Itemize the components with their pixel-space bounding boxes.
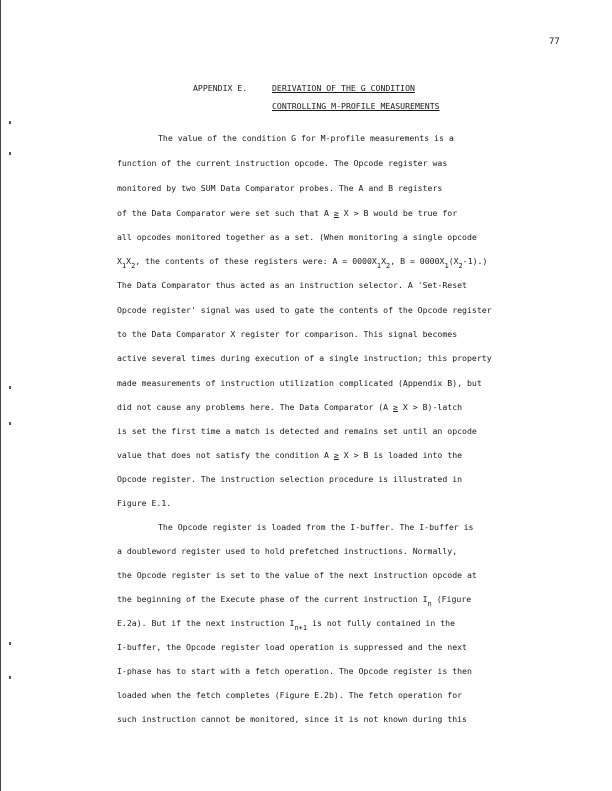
- scan-mark: [9, 642, 11, 645]
- p2-line-1: The Opcode register is loaded from the I-buffer. The I-buffer is: [158, 522, 474, 532]
- p2-line-3: the Opcode register is set to the value of the next instruction opcode at: [117, 570, 477, 580]
- p1-line-13: is set the first time a match is detected and remains set until an opcode: [117, 426, 477, 436]
- p2-line-7: I-phase has to start with a fetch operation. The Opcode register is then: [117, 666, 472, 676]
- p1-line-6: $X_1X_2$, the contents of these registers were: $A = 0000X_1X_2$, $B = 0000X_1(X_2-1)$.): [117, 256, 488, 270]
- scan-mark: [9, 152, 11, 155]
- p1-line-10: active several times during execution of a single instruction; this property: [117, 353, 492, 363]
- p1-line-15: Opcode register. The instruction selection procedure is illustrated in: [117, 474, 463, 484]
- p2-line-9: such instruction cannot be monitored, since it is not known during this: [117, 714, 467, 724]
- p1-line-14: value that does not satisfy the condition A ≥ X > B is loaded into the: [117, 450, 463, 460]
- p1-line-9: to the Data Comparator X register for comparison. This signal becomes: [117, 329, 458, 339]
- scan-mark: [9, 676, 11, 679]
- p1-line-11: made measurements of instruction utilization complicated (Appendix B), but: [117, 378, 482, 388]
- appendix-title-line1: DERIVATION OF THE G CONDITION: [272, 83, 415, 93]
- p1-line-8: Opcode register' signal was used to gate the contents of the Opcode register: [117, 305, 492, 315]
- appendix-label: APPENDIX E.: [193, 83, 248, 93]
- p1-line-3: monitored by two SUM Data Comparator probes. The A and B registers: [117, 183, 443, 193]
- page-number: 77: [549, 37, 560, 47]
- scan-mark: [9, 121, 11, 124]
- p2-line-4: the beginning of the Execute phase of the current instruction $I_n$ (Figure: [117, 594, 472, 608]
- p2-line-6: I-buffer, the Opcode register load operation is suppressed and the next: [117, 642, 467, 652]
- p1-line-12: did not cause any problems here. The Data Comparator (A ≥ X > B)-latch: [117, 402, 463, 412]
- p1-line-5: all opcodes monitored together as a set. (When monitoring a single opcode: [117, 232, 477, 242]
- scan-mark: [9, 422, 11, 425]
- p1-line-7: The Data Comparator thus acted as an instruction selector. A 'Set-Reset: [117, 280, 467, 290]
- appendix-title-line2: CONTROLLING M-PROFILE MEASUREMENTS: [272, 101, 440, 111]
- scan-mark: [9, 386, 11, 389]
- p1-line-1: The value of the condition G for M-profile measurements is a: [158, 133, 454, 143]
- p2-line-5: E.2a). But if the next instruction $I_{n+1}$ is not fully contained in the: [117, 618, 456, 632]
- p2-line-2: a doubleword register used to hold prefetched instructions. Normally,: [117, 546, 458, 556]
- p2-line-8: loaded when the fetch completes (Figure E.2b). The fetch operation for: [117, 690, 463, 700]
- p1-line-2: function of the current instruction opcode. The Opcode register was: [117, 158, 448, 168]
- page-edge: [0, 0, 1, 791]
- p1-line-16: Figure E.1.: [117, 498, 172, 508]
- p1-line-4: of the Data Comparator were set such that A ≥ X > B would be true for: [117, 208, 458, 218]
